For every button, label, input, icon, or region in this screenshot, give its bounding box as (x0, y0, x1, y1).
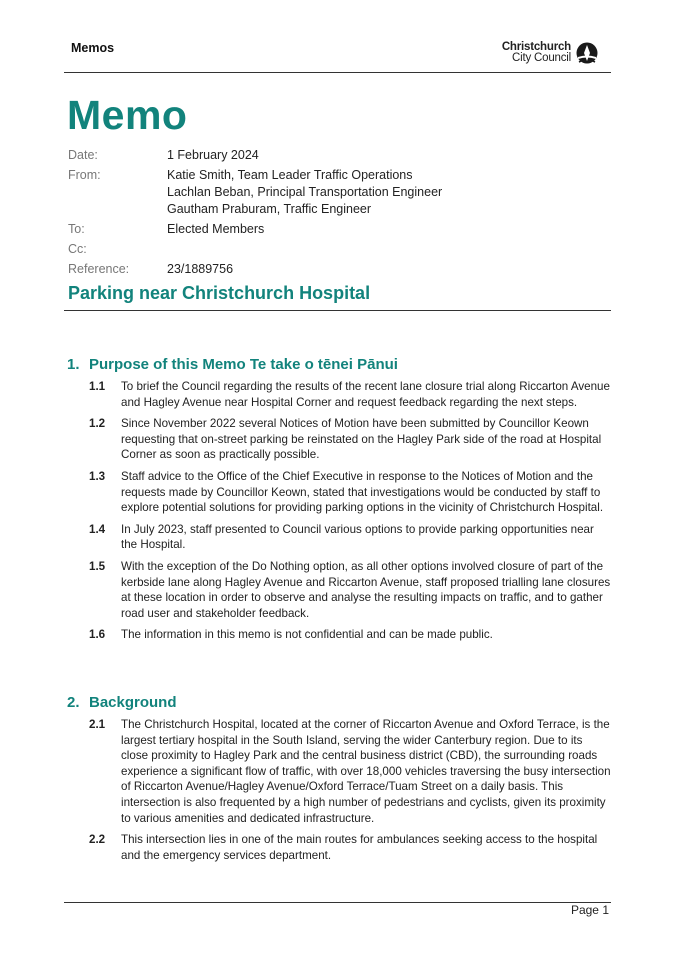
paragraph-number: 2.2 (89, 833, 106, 847)
section-number: 1. (67, 356, 80, 373)
paragraph-number: 1.3 (89, 469, 106, 483)
section-background (67, 694, 611, 869)
meta-value: Elected Members (167, 222, 265, 236)
paragraph-item (89, 832, 611, 863)
section-title: Purpose of this Memo Te take o tēnei Pānui (89, 356, 398, 373)
meta-row (68, 147, 442, 164)
paragraph-text: With the exception of the Do Nothing option, as all other options involved closure of part of the kerbside lane along Hagley Avenue and Riccarton Avenue, staff proposed trialling lane closures at these location in order to observe and analyse the resulting impacts on traffic, and to gather road user and stakeholder feedback. (121, 559, 611, 620)
header-divider (64, 72, 611, 73)
meta-value: 1 February 2024 (167, 148, 259, 162)
paragraph-item (89, 469, 611, 516)
section-purpose (67, 356, 611, 649)
paragraph-text: To brief the Council regarding the results of the recent lane closure trial along Riccarton Avenue and Hagley Avenue near Hospital Corner and request feedback regarding the next steps. (121, 380, 610, 409)
council-logo (502, 42, 599, 64)
header-label: Memos (71, 41, 115, 55)
page-number: Page 1 (570, 903, 609, 917)
paragraph-item (89, 416, 611, 463)
paragraph-text: The information in this memo is not confidential and can be made public. (121, 628, 493, 642)
paragraph-text: This intersection lies in one of the main routes for ambulances seeking access to the hospital and the emergency services department. (121, 833, 598, 862)
logo-line2: City Council (512, 52, 571, 64)
meta-value: 23/1889756 (167, 262, 234, 276)
meta-key: Cc: (68, 242, 87, 256)
meta-key: To: (68, 222, 85, 236)
paragraph-number: 1.6 (89, 628, 106, 642)
council-emblem-icon (575, 42, 599, 66)
subject-divider (64, 310, 611, 311)
meta-value: Katie Smith, Team Leader Traffic Operations Lachlan Beban, Principal Transportation Engineer Gautham Praburam, Traffic Engineer (167, 168, 443, 216)
meta-row (68, 221, 442, 238)
paragraph-item (89, 627, 611, 643)
meta-row (68, 167, 442, 218)
paragraph-number: 2.1 (89, 718, 106, 731)
footer-divider (64, 902, 611, 903)
paragraph-item (89, 522, 611, 553)
meta-row (68, 261, 442, 278)
memo-metadata (68, 147, 442, 281)
memo-title: Memo (67, 92, 188, 138)
meta-row (68, 241, 442, 258)
section-title: Background (89, 694, 177, 711)
meta-key: Date: (68, 148, 98, 162)
paragraph-item (89, 559, 611, 621)
section-heading (67, 356, 611, 373)
meta-key: Reference: (68, 262, 130, 276)
paragraph-number: 1.5 (89, 559, 106, 573)
logo-line1: Christchurch (501, 41, 571, 53)
paragraph-text: In July 2023, staff presented to Council various options to provide parking opportunities near the Hospital. (121, 522, 594, 552)
paragraph-text: Since November 2022 several Notices of Motion have been submitted by Councillor Keown requesting that on-street parking be reinstated on the Hagley Park side of the road at Hospital Corner as soon as practically possible. (121, 417, 602, 462)
paragraph-text: Staff advice to the Office of the Chief Executive in response to the Notices of Motion and the requests made by Councillor Keown, stated that investigations would be conducted by staff to explore potential solutions for providing parking options in the vicinity of Christchurch Hospital. (121, 469, 604, 515)
paragraph-item (89, 717, 611, 826)
paragraph-number: 1.1 (89, 380, 106, 393)
meta-key: From: (68, 168, 101, 182)
paragraph-text: The Christchurch Hospital, located at the corner of Riccarton Avenue and Oxford Terrace, is the largest tertiary hospital in the South Island, serving the wider Canterbury region. Due to its close proximity to Hagley Park and the central business district (CBD), the surrounding roads experience a significant flow of traffic, with over 18,000 vehicles traversing the busy intersection of Riccarton Avenue/Hagley Avenue/Oxford Terrace/Tuam Street on a daily basis. This intersection is also frequented by a high number of pedestrians and cyclists, given its proximity to various amenities and dedicated infrastructure. (121, 718, 611, 825)
paragraph-number: 1.2 (89, 417, 106, 431)
paragraph-item (89, 379, 611, 410)
section-number: 2. (67, 694, 80, 711)
memo-subject: Parking near Christchurch Hospital (68, 283, 371, 303)
section-heading (67, 694, 611, 711)
paragraph-number: 1.4 (89, 522, 106, 536)
